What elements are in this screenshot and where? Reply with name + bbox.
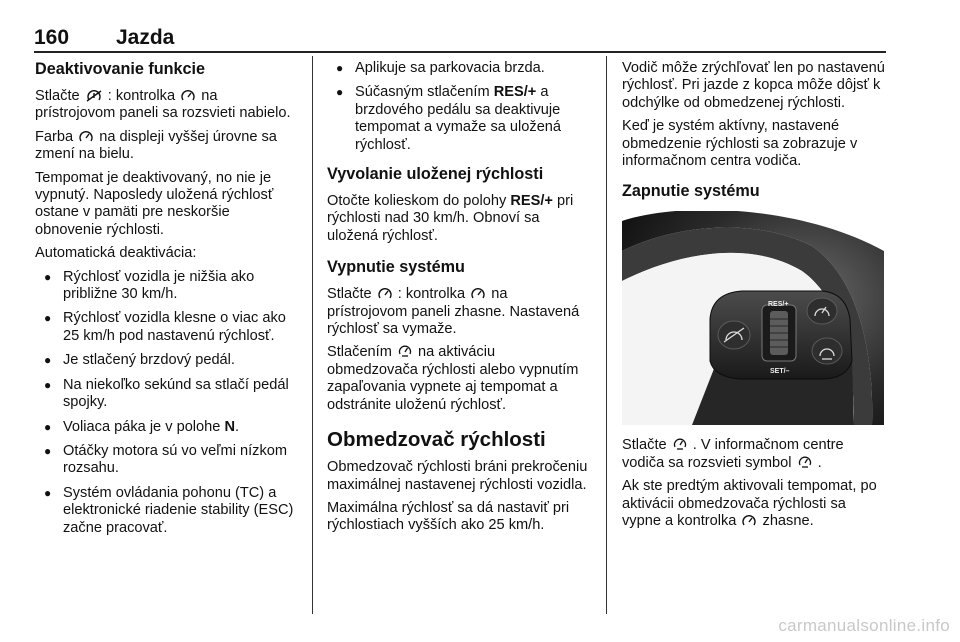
bullet-list — [35, 269, 300, 537]
list-item: ● Aplikuje sa parkovacia brzda. — [327, 60, 589, 77]
list-item: ● Na niekoľko sekúnd sa stlačí pedál spojky. — [35, 377, 300, 412]
cruise-control-icon — [471, 288, 485, 300]
section-title: Obmedzovač rýchlosti — [327, 428, 546, 452]
section-heading: Zapnutie systému — [622, 182, 760, 201]
set-label: SET/– — [770, 368, 790, 376]
speed-limiter-icon — [398, 344, 412, 358]
paragraph: Stlačte : kontrolka na prístrojovom paneli sa rozsvieti nabielo. — [35, 88, 291, 122]
paragraph: Ak ste predtým aktivovali tempomat, po aktivácii obmedzovača rýchlosti sa vypne a kontrolka zhasne. — [622, 478, 877, 530]
chapter-title: Jazda — [116, 26, 175, 49]
column-divider-2 — [606, 56, 607, 614]
cruise-control-icon — [742, 515, 756, 527]
column-2 — [327, 60, 589, 541]
list-item: ● Voliaca páka je v polohe N. — [35, 419, 300, 436]
list-item: ● Súčasným stlačením RES/+ a brzdového pedálu sa deaktivuje tempomat a vymaže sa uložená rýchlosť. — [327, 84, 589, 154]
column-3 — [622, 60, 888, 536]
list-item: ● Rýchlosť vozidla je nižšia ako približne 30 km/h. — [35, 269, 300, 304]
paragraph: Farba na displeji vyššej úrovne sa zmení na bielu. — [35, 128, 277, 163]
list-item: ● Otáčky motora sú vo veľmi nízkom rozsahu. — [35, 443, 300, 478]
page-number: 160 — [34, 26, 70, 49]
speed-limiter-icon — [673, 437, 687, 451]
paragraph: Keď je systém aktívny, nastavené obmedzenie rýchlosti sa zobrazuje v informačnom centra vodiča. — [622, 118, 858, 170]
res-label: RES/+ — [768, 301, 789, 309]
bullet-list — [327, 60, 589, 154]
speed-limiter-icon — [798, 455, 812, 469]
list-item: ● Rýchlosť vozidla klesne o viac ako 25 km/h pod nastavenú rýchlosť. — [35, 310, 300, 345]
paragraph: Vodič môže zrýchľovať len po nastavenú rýchlosť. Pri jazde z kopca môže dôjsť k odchýlke od obmedzenej rýchlosti. — [622, 60, 885, 111]
section-heading: Vypnutie systému — [327, 258, 465, 277]
page-header — [34, 26, 886, 52]
watermark: carmanualsonline.info — [778, 616, 950, 635]
paragraph: Stlačením na aktiváciu obmedzovača rýchlosti alebo vypnutím zapaľovania vypnete aj tempomat a odstránite uloženú rýchlosť. — [327, 344, 579, 413]
section-heading: Deaktivovanie funkcie — [35, 60, 206, 78]
paragraph: Stlačte : kontrolka na prístrojovom paneli zhasne. Nastavená rýchlosť sa vymaže. — [327, 286, 580, 338]
cruise-control-icon — [181, 90, 195, 102]
column-1 — [35, 60, 300, 544]
paragraph: Maximálna rýchlosť sa dá nastaviť pri rýchlostiach vyšších ako 25 km/h. — [327, 499, 570, 534]
paragraph: Stlačte . V informačnom centre vodiča sa rozsvieti symbol . — [622, 437, 844, 471]
cruise-control-icon — [378, 288, 392, 300]
cruise-control-icon — [79, 131, 93, 143]
cruise-cancel-icon — [86, 90, 102, 102]
paragraph: Otočte kolieskom do polohy RES/+ pri rýchlosti nad 30 km/h. Obnoví sa uložená rýchlosť. — [327, 193, 574, 244]
paragraph: Tempomat je deaktivovaný, no nie je vypnutý. Naposledy uložená rýchlosť ostane v pamäti pre neskoršie obnovenie rýchlosti. — [35, 169, 274, 238]
column-divider-1 — [312, 56, 313, 614]
steering-wheel-illustration — [622, 211, 884, 425]
list-item: ● Systém ovládania pohonu (TC) a elektronické riadenie stability (ESC) začne pracovať. — [35, 485, 300, 537]
steering-wheel-figure — [622, 211, 884, 425]
paragraph: Automatická deaktivácia: — [35, 245, 197, 262]
header-divider — [34, 51, 886, 53]
list-item: ● Je stlačený brzdový pedál. — [35, 352, 300, 369]
paragraph: Obmedzovač rýchlosti bráni prekročeniu maximálnej nastavenej rýchlosti vozidla. — [327, 459, 588, 493]
section-heading: Vyvolanie uloženej rýchlosti — [327, 165, 544, 184]
